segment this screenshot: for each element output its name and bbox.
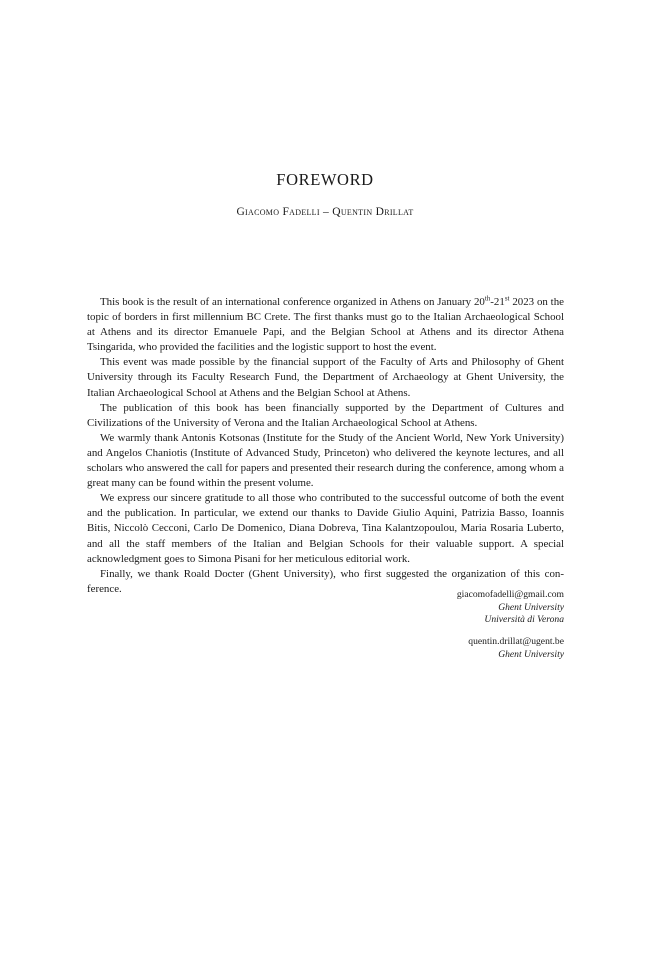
author-affiliation xyxy=(468,636,564,661)
page-title: FOREWORD xyxy=(276,170,374,189)
paragraph: This event was made possible by the financial support of the Faculty of Arts and Philosophy of Ghent University through its Faculty Research Fund, the Department of Archaeology at Ghent University, the Italian Archaeological School at Athens and the Belgian School at Athens. xyxy=(87,356,564,399)
paragraph-text: This book is the result of an international conference organized in Athens on January 20 xyxy=(100,296,485,308)
paragraph: Finally, we thank Roald Docter (Ghent University), who first suggested the organization of this con-ference. xyxy=(87,567,564,595)
paragraph-text: 2023 on the topic of borders in first millennium BC Crete. The first thanks must go to the Italian Archaeological School at Athens and its director Emanuele Papi, and the Belgian School at Athens and its director Athena Tsingarida, who provided the facilities and the logistic support to host the event. xyxy=(87,296,564,354)
paragraph: We warmly thank Antonis Kotsonas (Institute for the Study of the Ancient World, New York University) and Angelos Chaniotis (Institute of Advanced Study, Princeton) who delivered the keynote lectures, and all scholars who answered the call for papers and presented their research during the conference, among whom a great many can be found within the present volume. xyxy=(87,431,564,490)
paragraph: We express our sincere gratitude to all those who contributed to the successful outcome of both the event and the publication. In particular, we extend our thanks to Davide Giulio Aquini, Patrizia Basso, Ioannis Bitis, Niccolò Cecconi, Carlo De Domenico, Diana Dobreva, Tina Kalantzopoulou, Maria Rosaria Luberto, and all the staff members of the Italian and Belgian Schools for their valuable support. A special acknowledgment goes to Simona Pisani for her meticulous editorial work. xyxy=(87,492,564,565)
author-line: Giacomo Fadelli – Quentin Drillat xyxy=(236,206,414,218)
institution-name: Ghent University xyxy=(498,648,564,660)
institution-name: Università di Verona xyxy=(484,614,564,626)
superscript: th xyxy=(484,294,491,303)
institution-name: Ghent University xyxy=(498,601,564,613)
paragraph: The publication of this book has been financially supported by the Department of Cultures and Civilizations of the University of Verona and the Italian Archaeological School at Athens. xyxy=(87,401,564,429)
paragraph xyxy=(87,295,564,355)
author-affiliation xyxy=(457,589,564,627)
author-email: quentin.drillat@ugent.be xyxy=(468,636,564,647)
foreword-body xyxy=(87,295,564,597)
paragraph-text: -21 xyxy=(490,296,505,308)
superscript: st xyxy=(504,294,510,303)
author-email: giacomofadelli@gmail.com xyxy=(456,589,564,600)
